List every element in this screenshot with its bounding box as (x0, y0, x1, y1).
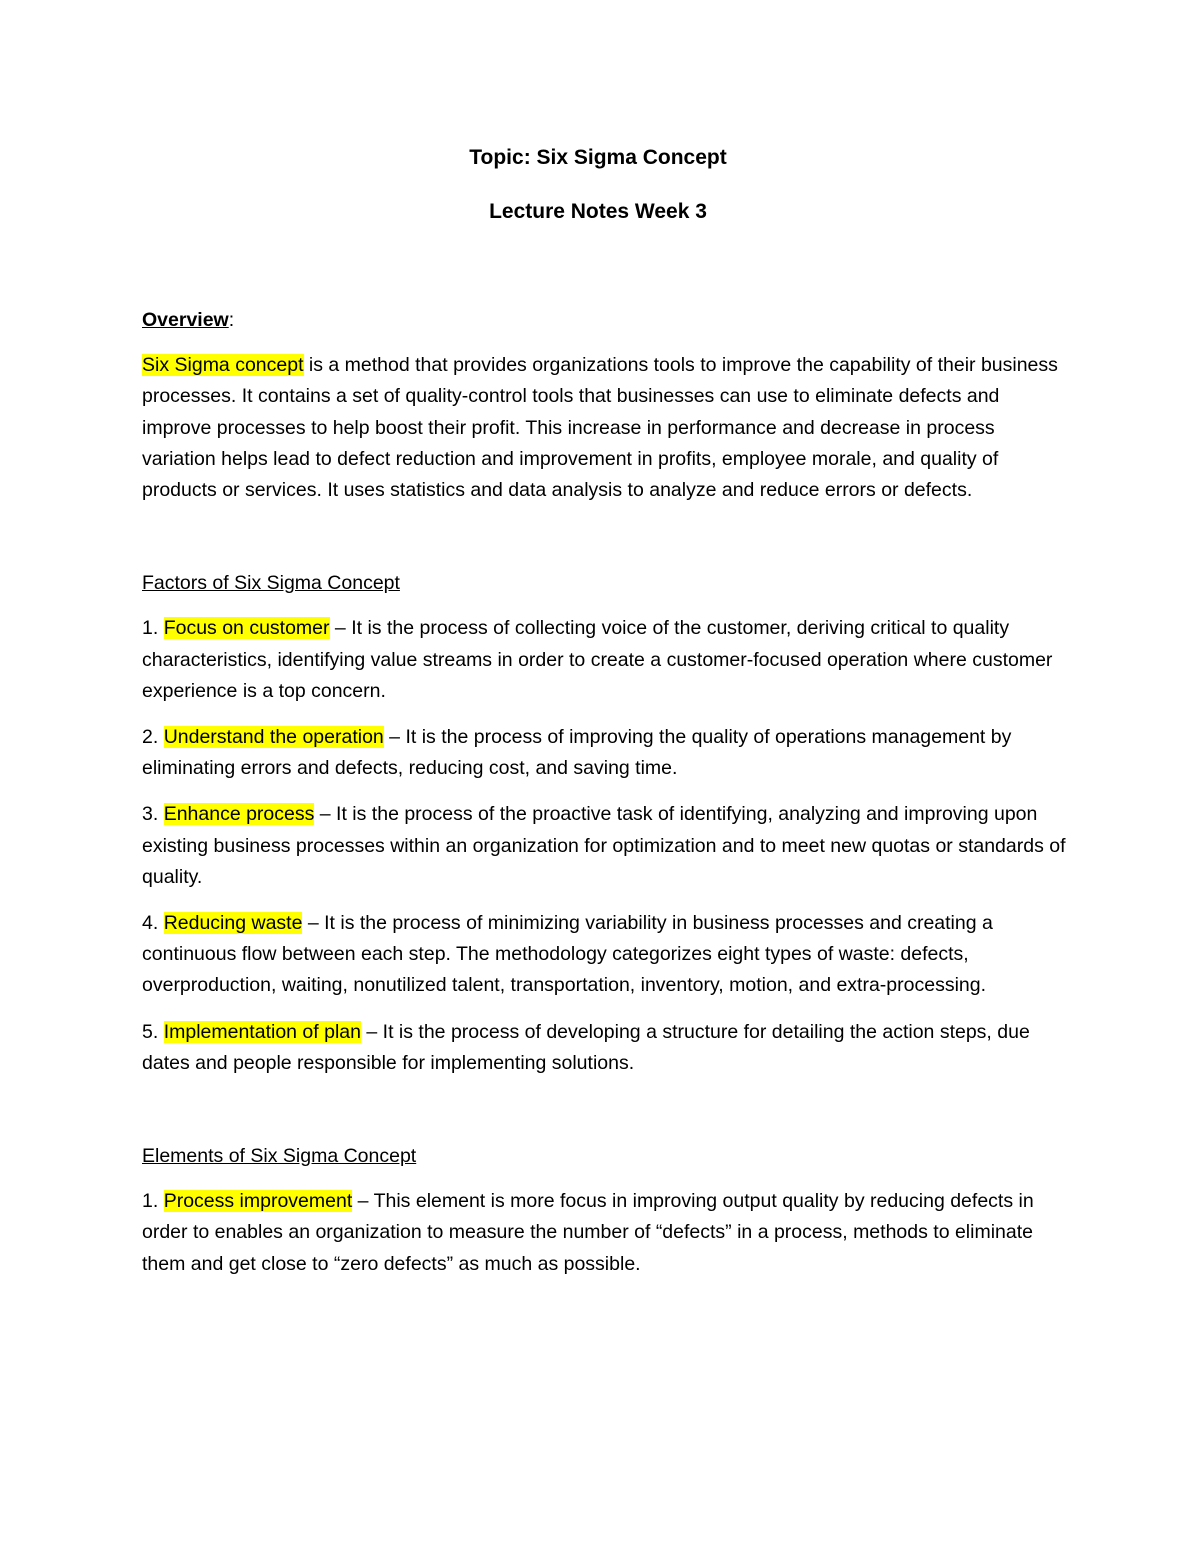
document-subtitle: Lecture Notes Week 3 (489, 200, 707, 223)
factor-item (142, 799, 1072, 893)
factor-item (142, 613, 1072, 707)
element-highlight: Process improvement (163, 1190, 353, 1213)
overview-highlight: Six Sigma concept (142, 354, 304, 377)
factor-text: – It is the process of minimizing variability in business processes and creating a continuous flow between each step. The methodology categorizes eight types of waste: defects, overproduction, waiting, nonutilized talent, transportation, inventory, motion, and extra-processing. (142, 912, 993, 997)
overview-paragraph (142, 350, 1072, 506)
element-text: – This element is more focus in improving output quality by reducing defects in order to enables an organization to measure the number of “defects” in a process, methods to eliminate them and get close to “zero defects” as much as possible. (142, 1190, 1034, 1275)
factor-text: – It is the process of developing a structure for detailing the action steps, due dates and people responsible for implementing solutions. (142, 1020, 1030, 1074)
overview-heading: Overview: (142, 305, 1072, 336)
factor-item (142, 908, 1072, 1002)
factors-heading: Factors of Six Sigma Concept (142, 572, 400, 595)
overview-heading-colon: : (228, 309, 235, 331)
elements-heading: Elements of Six Sigma Concept (142, 1145, 417, 1168)
factor-highlight: Enhance process (163, 803, 315, 826)
factor-highlight: Focus on customer (163, 617, 330, 640)
factor-text: – It is the process of improving the quality of operations management by eliminating errors and defects, reducing cost, and saving time. (142, 726, 1012, 780)
element-number: 1. (142, 1190, 164, 1213)
factor-number: 5. (142, 1020, 164, 1043)
factor-highlight: Understand the operation (163, 726, 384, 749)
element-item (142, 1186, 1072, 1280)
document-body (142, 305, 1072, 1295)
factor-text: – It is the process of the proactive task of identifying, analyzing and improving upon existing business processes within an organization for optimization and to meet new quotas or standards of quality. (142, 803, 1066, 888)
document-title: Topic: Six Sigma Concept (469, 146, 727, 169)
factor-number: 1. (142, 617, 164, 640)
section-spacer (142, 1094, 1072, 1141)
factor-text: – It is the process of collecting voice of the customer, deriving critical to quality characteristics, identifying value streams in order to create a customer-focused operation where customer experience is a top concern. (142, 617, 1053, 702)
factor-item (142, 722, 1072, 784)
factor-number: 2. (142, 726, 164, 749)
overview-text: is a method that provides organizations tools to improve the capability of their business processes. It contains a set of quality-control tools that businesses can use to eliminate defects and improve processes to help boost their profit. This increase in performance and decrease in process variation helps lead to defect reduction and improvement in profits, employee morale, and quality of products or services. It uses statistics and data analysis to analyze and reduce errors or defects. (142, 354, 1058, 502)
factor-number: 4. (142, 912, 164, 935)
factor-number: 3. (142, 803, 164, 826)
factor-highlight: Reducing waste (163, 912, 303, 935)
section-spacer (142, 521, 1072, 568)
factor-item (142, 1017, 1072, 1079)
factor-highlight: Implementation of plan (163, 1020, 361, 1043)
